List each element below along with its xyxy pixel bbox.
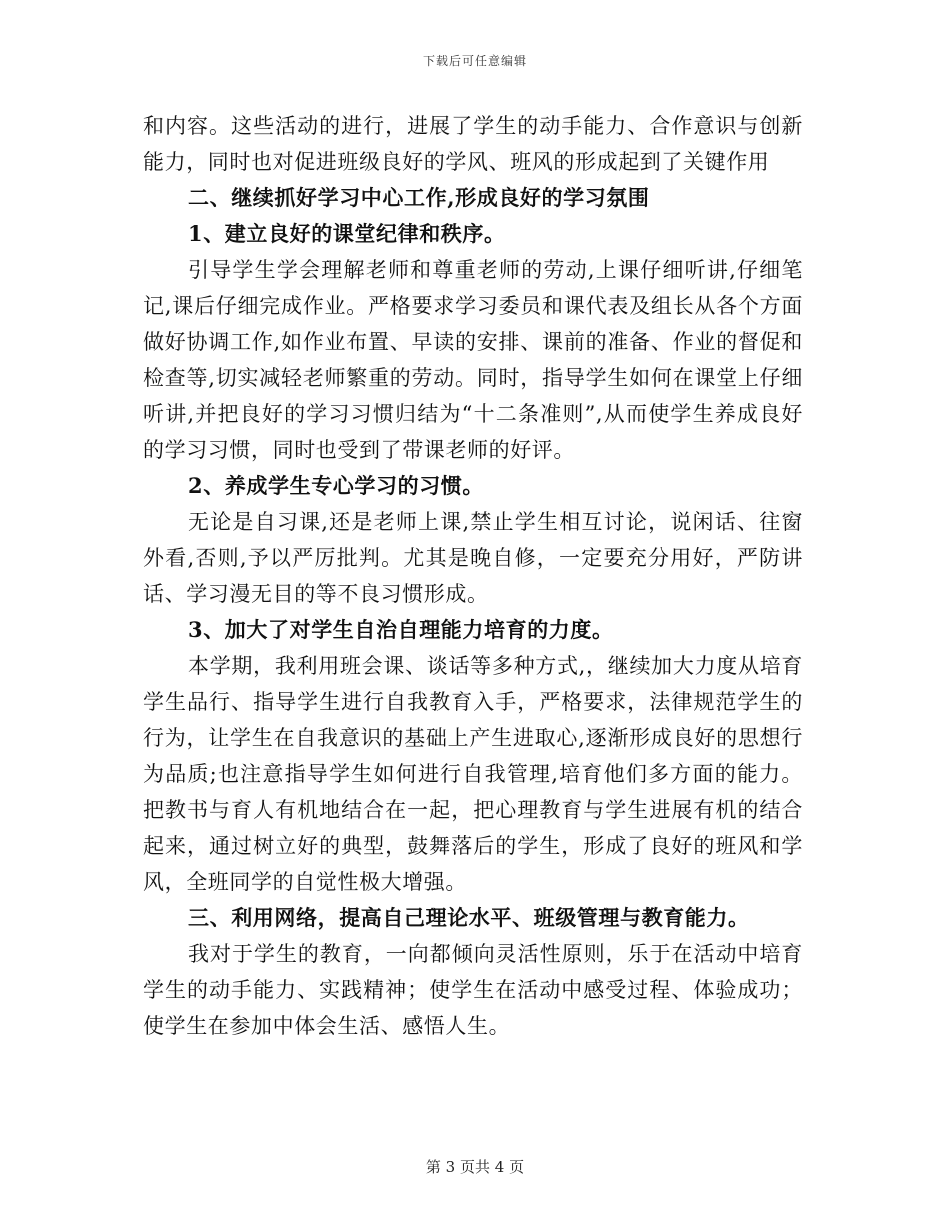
- subheading-self-management: 3、加大了对学生自治自理能力培育的力度。: [188, 617, 614, 642]
- paragraph-self-management: 本学期，我利用班会课、谈话等多种方式,，继续加大力度从培育学生品行、指导学生进行自我教育入手，严格要求，法律规范学生的行为，让学生在自我意识的基础上产生进取心,逐渐形成良好的思想行为品质;也注意指导学生如何进行自我管理,培育他们多方面的能力。把教书与育人有机地结合在一起，把心理教育与学生进展有机的结合起来，通过树立好的典型，鼓舞落后的学生，形成了良好的班风和学风，全班同学的自觉性极大增强。: [143, 654, 803, 894]
- page-number: 第 3 页共 4 页: [425, 1158, 525, 1176]
- document-body: [143, 108, 803, 1044]
- subheading-classroom-discipline: 1、建立良好的课堂纪律和秩序。: [188, 221, 506, 246]
- paragraph-classroom-discipline: 引导学生学会理解老师和尊重老师的劳动,上课仔细听讲,仔细笔记,课后仔细完成作业。严格要求学习委员和课代表及组长从各个方面做好协调工作,如作业布置、早读的安排、课前的准备、作业的督促和检查等,切实减轻老师繁重的劳动。同时，指导学生如何在课堂上仔细听讲,并把良好的学习习惯归结为“十二条准则”,从而使学生养成良好的学习习惯，同时也受到了带课老师的好评。: [143, 258, 803, 462]
- section-heading-2: 二、继续抓好学习中心工作,形成良好的学习氛围: [188, 185, 650, 210]
- paragraph-network: 我对于学生的教育，一向都倾向灵活性原则，乐于在活动中培育学生的动手能力、实践精神；使学生在活动中感受过程、体验成功；使学生在参加中体会生活、感悟人生。: [143, 942, 803, 1038]
- page-header: 下载后可任意编辑: [422, 54, 527, 68]
- paragraph-continuation: 和内容。这些活动的进行，进展了学生的动手能力、合作意识与创新能力，同时也对促进班级良好的学风、班风的形成起到了关键作用: [143, 114, 803, 174]
- subheading-study-habits: 2、养成学生专心学习的习惯。: [188, 473, 485, 498]
- paragraph-study-habits: 无论是自习课,还是老师上课,禁止学生相互讨论，说闲话、往窗外看,否则,予以严厉批判。尤其是晚自修，一定要充分用好，严防讲话、学习漫无目的等不良习惯形成。: [143, 510, 803, 606]
- section-heading-3: 三、利用网络，提高自己理论水平、班级管理与教育能力。: [188, 905, 750, 930]
